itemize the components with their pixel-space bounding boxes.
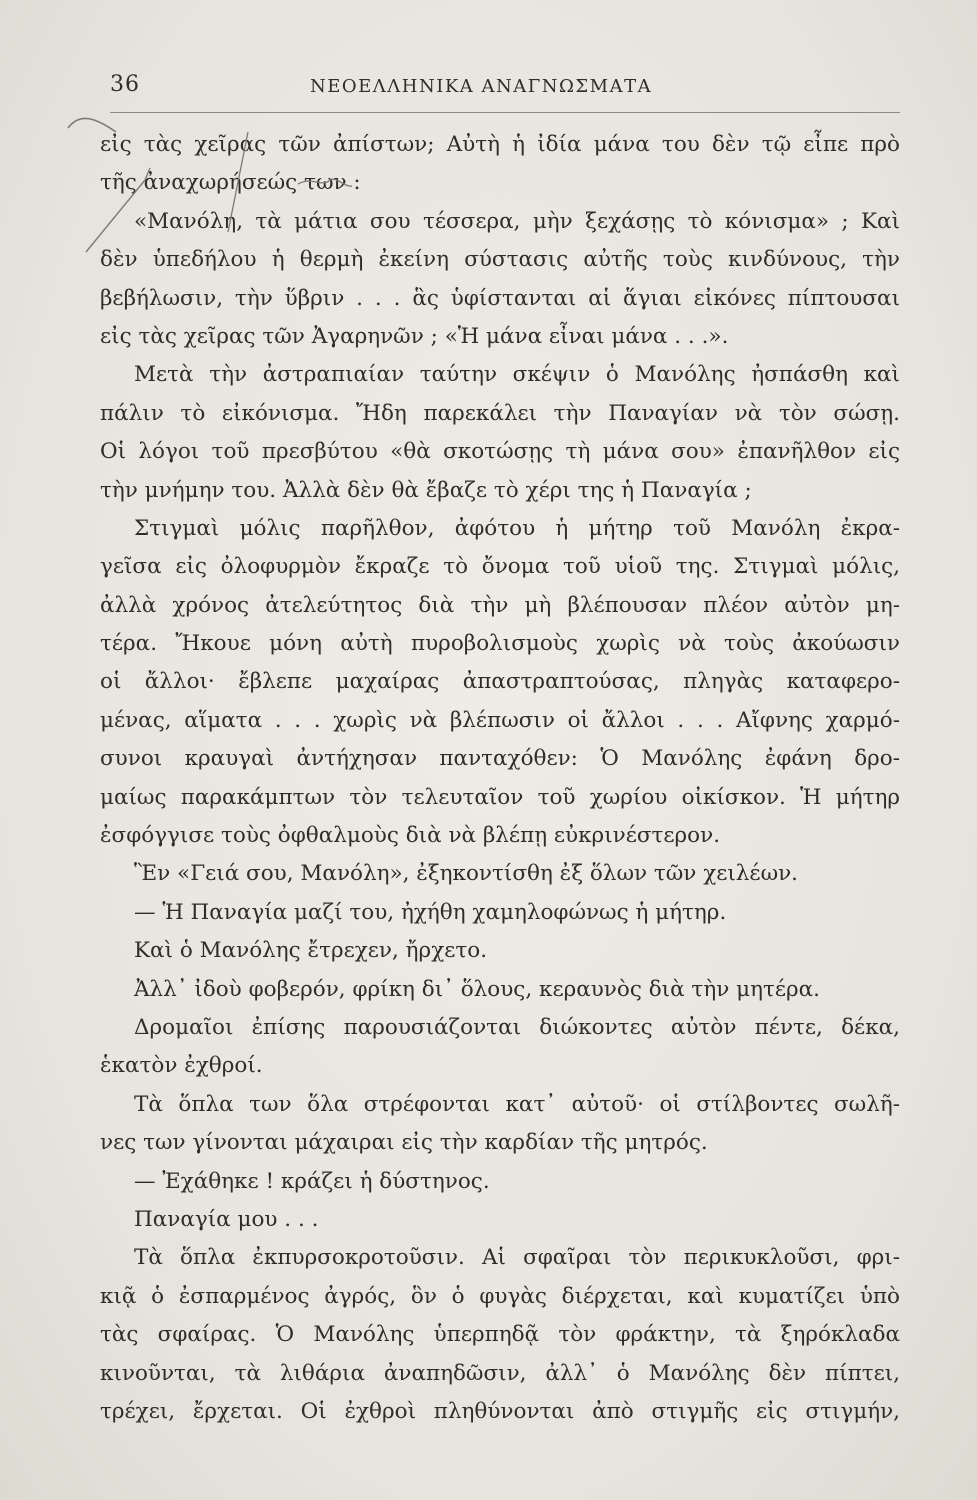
running-head: ΝΕΟΕΛΛΗΝΙΚΑ ΑΝΑΓΝΩΣΜΑΤΑ	[310, 76, 653, 97]
text-line: τὰς σφαίρας. Ὁ Μανόλης ὑπερπηδᾷ τὸν φράκτην, τὰ ξηρόκλαδα	[100, 1322, 900, 1348]
text-line: εἰς τὰς χεῖρας τῶν ἀπίστων; Αὐτὴ ἡ ἰδία μάνα του δὲν τῷ εἶπε πρὸ	[100, 132, 900, 157]
text-line: τέρα. Ἤκουε μόνη αὐτὴ πυροβολισμοὺς χωρὶς νὰ τοὺς ἀκούωσιν	[100, 631, 900, 657]
text-line: τὴν μνήμην του. Ἀλλὰ δὲν θὰ ἔβαζε τὸ χέρι της ἡ Παναγία ;	[100, 477, 752, 503]
text-line: Δρομαῖοι ἐπίσης παρουσιάζονται διώκοντες αὐτὸν πέντε, δέκα,	[134, 1014, 900, 1040]
text-line: οἱ ἄλλοι· ἔβλεπε μαχαίρας ἀπαστραπτούσας, πληγὰς καταφερο-	[100, 669, 900, 695]
text-line: εἰς τὰς χεῖρας τῶν Ἀγαρηνῶν ; «Ἡ μάνα εἶναι μάνα . . .».	[100, 323, 729, 349]
text-line: Μετὰ τὴν ἀστραπιαίαν ταύτην σκέψιν ὁ Μανόλης ἠσπάσθη καὶ	[134, 362, 900, 388]
text-line: συνοι κραυγαὶ ἀντήχησαν πανταχόθεν: Ὁ Μανόλης ἐφάνη δρο-	[100, 746, 900, 772]
text-line: Τὰ ὅπλα ἐκπυρσοκροτοῦσιν. Αἱ σφαῖραι τὸν περικυκλοῦσι, φρι-	[134, 1245, 900, 1271]
text-line: τρέχει, ἔρχεται. Οἱ ἐχθροὶ πληθύνονται ἀπὸ στιγμῆς εἰς στιγμήν,	[100, 1398, 900, 1424]
text-line: κινοῦνται, τὰ λιθάρια ἀναπηδῶσιν, ἀλλ᾽ ὁ Μανόλης δὲν πίπτει,	[100, 1360, 900, 1386]
text-line: τῆς ἀναχωρήσεώς των :	[100, 170, 361, 196]
text-line: πάλιν τὸ εἰκόνισμα. Ἤδη παρεκάλει τὴν Παναγίαν νὰ τὸν σώσῃ.	[100, 400, 900, 426]
text-line: ἐσφόγγισε τοὺς ὀφθαλμοὺς διὰ νὰ βλέπῃ εὐκρινέστερον.	[100, 823, 721, 849]
page-number: 36	[110, 72, 140, 97]
text-line: ἀλλὰ χρόνος ἀτελεύτητος διὰ τὴν μὴ βλέπουσαν πλέον αὐτὸν μη-	[100, 592, 900, 618]
text-line: νες των γίνονται μάχαιραι εἰς τὴν καρδίαν τῆς μητρός.	[100, 1130, 708, 1156]
text-line: Στιγμαὶ μόλις παρῆλθον, ἀφότου ἡ μήτηρ τοῦ Μανόλη ἐκρα-	[134, 515, 900, 541]
text-line: — Ἡ Παναγία μαζί του, ἠχήθη χαμηλοφώνως ἡ μήτηρ.	[134, 899, 727, 925]
text-line: Καὶ ὁ Μανόλης ἔτρεχεν, ἤρχετο.	[134, 938, 488, 964]
header-rule	[110, 112, 900, 113]
page-header	[110, 68, 900, 108]
body-text	[100, 126, 900, 1431]
text-line: Ἓν «Γειά σου, Μανόλη», ἐξηκοντίσθη ἐξ ὅλων τῶν χειλέων.	[134, 861, 799, 887]
text-line: βεβήλωσιν, τὴν ὕβριν . . . ἃς ὑφίστανται αἱ ἅγιαι εἰκόνες πίπτουσαι	[100, 285, 900, 311]
text-line: δὲν ὑπεδήλου ἡ θερμὴ ἐκείνη σύστασις αὐτῆς τοὺς κινδύνους, τὴν	[100, 247, 900, 273]
text-line: Οἱ λόγοι τοῦ πρεσβύτου «θὰ σκοτώσῃς τὴ μάνα σου» ἐπανῆλθον εἰς	[100, 439, 900, 465]
text-line: Τὰ ὅπλα των ὅλα στρέφονται κατ᾽ αὐτοῦ· οἱ στίλβοντες σωλῆ-	[134, 1091, 900, 1117]
text-line: κιᾷ ὁ ἐσπαρμένος ἀγρός, ὃν ὁ φυγὰς διέρχεται, καὶ κυματίζει ὑπὸ	[100, 1283, 900, 1309]
text-line: — Ἐχάθηκε ! κράζει ἡ δύστηνος.	[134, 1168, 490, 1194]
text-line: μένας, αἵματα . . . χωρὶς νὰ βλέπωσιν οἱ ἄλλοι . . . Αἴφνης χαρμό-	[100, 707, 900, 733]
text-line: Παναγία μου . . .	[134, 1206, 319, 1232]
text-line: γεῖσα εἰς ὀλοφυρμὸν ἔκραζε τὸ ὄνομα τοῦ υἱοῦ της. Στιγμαὶ μόλις,	[100, 554, 900, 580]
text-line: ἑκατὸν ἐχθροί.	[100, 1053, 263, 1079]
text-line: Ἀλλ᾽ ἰδοὺ φοβερόν, φρίκη δι᾽ ὅλους, κεραυνὸς διὰ τὴν μητέρα.	[134, 976, 820, 1002]
text-line: «Μανόλη, τὰ μάτια σου τέσσερα, μὴν ξεχάσῃς τὸ κόνισμα» ; Καὶ	[134, 208, 900, 234]
text-line: μαίως παρακάμπτων τὸν τελευταῖον τοῦ χωρίου οἰκίσκον. Ἡ μήτηρ	[100, 784, 900, 810]
